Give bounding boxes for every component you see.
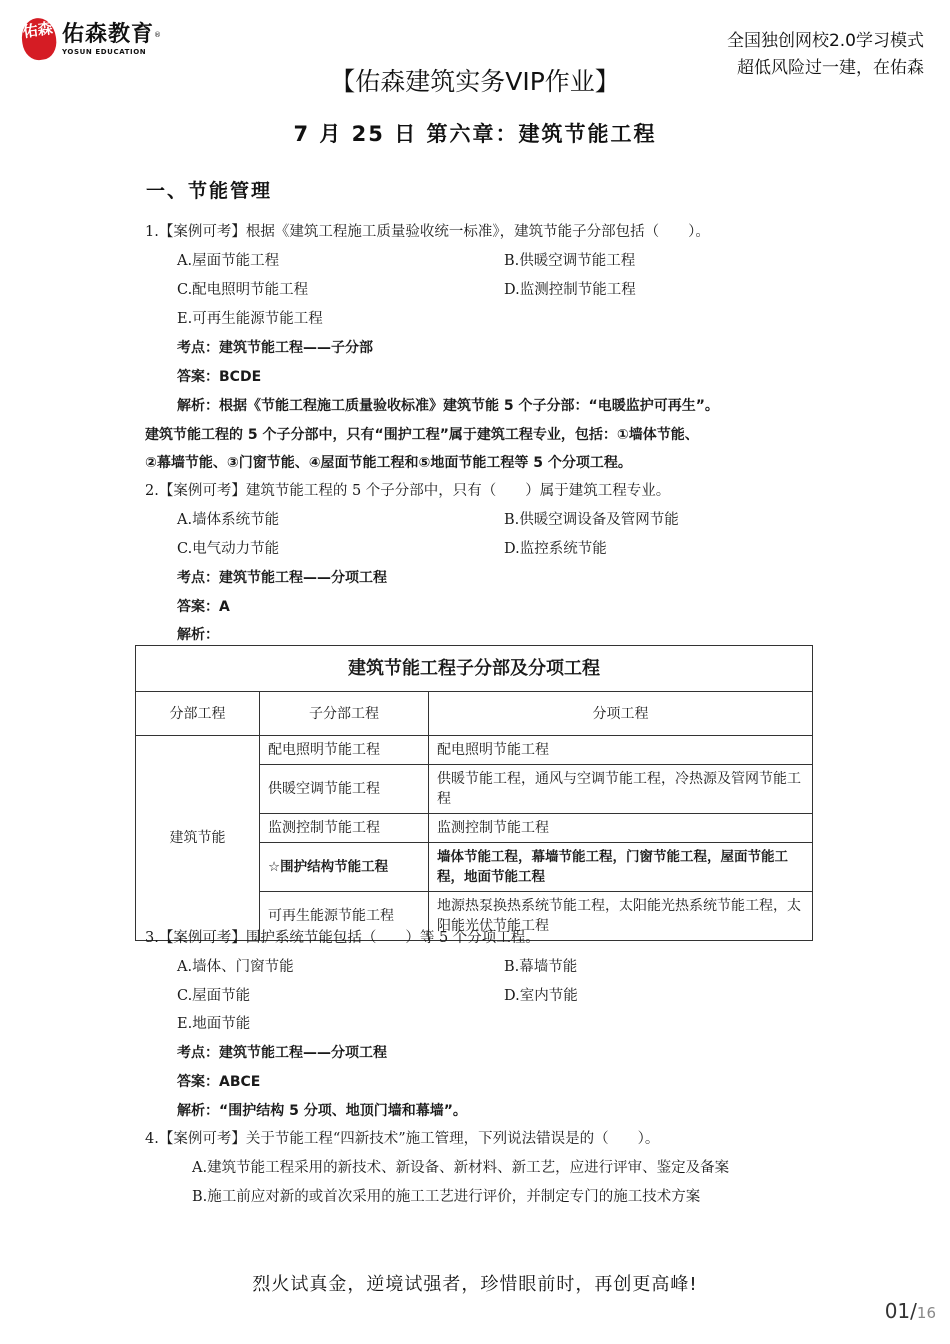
- table-header-items: 分项工程: [429, 692, 813, 736]
- table-cell-items: 地源热泵换热系统节能工程，太阳能光热系统节能工程，太阳能光伏节能工程: [429, 892, 813, 941]
- q3-answer: 答案：ABCE: [177, 1074, 261, 1090]
- q3-point: 考点：建筑节能工程——分项工程: [177, 1045, 387, 1061]
- q4-option-a: A.建筑节能工程采用的新技术、新设备、新材料、新工艺，应进行评审、鉴定及备案: [192, 1160, 730, 1176]
- q2-answer: 答案：A: [177, 599, 230, 615]
- q1-option-a: A.屋面节能工程: [177, 253, 280, 269]
- q2-stem: 2.【案例可考】建筑节能工程的 5 个子分部中，只有（ ）属于建筑工程专业。: [145, 483, 671, 499]
- table-header-division: 分部工程: [136, 692, 260, 736]
- q3-option-b: B.幕墙节能: [504, 959, 578, 975]
- brand-logo: [22, 18, 162, 60]
- q1-explain-1: 解析：根据《节能工程施工质量验收标准》建筑节能 5 个子分部：“电暖监护可再生”。: [177, 398, 719, 414]
- table-cell-sub: 配电照明节能工程: [260, 736, 429, 765]
- table-caption: 建筑节能工程子分部及分项工程: [136, 646, 813, 692]
- q4-stem: 4.【案例可考】关于节能工程“四新技术”施工管理，下列说法错误是的（ ）。: [145, 1131, 660, 1147]
- footer-motto: 烈火试真金，逆境试强者，珍惜眼前时，再创更高峰!: [252, 1274, 698, 1295]
- page-total: 16: [916, 1304, 936, 1322]
- q3-option-a: A.墙体、门窗节能: [177, 959, 294, 975]
- q2-option-b: B.供暖空调设备及管网节能: [504, 512, 679, 528]
- q3-explain: 解析：“围护结构 5 分项、地顶门墙和幕墙”。: [177, 1103, 467, 1119]
- page-current: 01: [884, 1299, 911, 1323]
- page-number: 01/16: [884, 1299, 936, 1323]
- table-cell-sub: 监测控制节能工程: [260, 814, 429, 843]
- q1-stem: 1.【案例可考】根据《建筑工程施工质量验收统一标准》，建筑节能子分部包括（ ）。: [145, 224, 710, 240]
- table-cell-items: 供暖节能工程，通风与空调节能工程，冷热源及管网节能工程: [429, 765, 813, 814]
- q1-point: 考点：建筑节能工程——子分部: [177, 340, 373, 356]
- q1-option-c: C.配电照明节能工程: [177, 282, 309, 298]
- table-cell-items: 配电照明节能工程: [429, 736, 813, 765]
- section-title: 一、节能管理: [146, 180, 273, 202]
- q1-option-d: D.监测控制节能工程: [504, 282, 636, 298]
- slogan-line-1: 全国独创网校2.0学习模式: [726, 31, 924, 51]
- q1-option-b: B.供暖空调节能工程: [504, 253, 636, 269]
- table-cell-division: 建筑节能: [136, 736, 260, 941]
- q1-option-e: E.可再生能源节能工程: [177, 311, 323, 327]
- q2-explain: 解析：: [177, 627, 219, 643]
- q1-answer: 答案：BCDE: [177, 369, 262, 385]
- q2-option-a: A.墙体系统节能: [177, 512, 280, 528]
- table-cell-items: 墙体节能工程，幕墙节能工程，门窗节能工程，屋面节能工程，地面节能工程: [429, 843, 813, 892]
- q4-option-b: B.施工前应对新的或首次采用的施工工艺进行评价，并制定专门的施工技术方案: [192, 1189, 701, 1205]
- table-cell-sub: ☆围护结构节能工程: [260, 843, 429, 892]
- brand-name: 佑森教育®: [62, 22, 163, 47]
- table-cell-items: 监测控制节能工程: [429, 814, 813, 843]
- q3-option-e: E.地面节能: [177, 1016, 251, 1032]
- logo-mark: 佑森: [19, 16, 59, 62]
- slogan-line-2: 超低风险过一建，在佑森: [737, 58, 924, 78]
- q3-option-d: D.室内节能: [504, 988, 578, 1004]
- page-subtitle: 7 月 25 日 第六章：建筑节能工程: [293, 122, 657, 146]
- q1-explain-3: ②幕墙节能、③门窗节能、④屋面节能工程和⑤地面节能工程等 5 个分项工程。: [145, 455, 632, 471]
- q2-option-d: D.监控系统节能: [504, 541, 607, 557]
- registered-mark: ®: [154, 31, 163, 39]
- table-row: [136, 736, 813, 765]
- table-header-subdivision: 子分部工程: [260, 692, 429, 736]
- table-cell-sub: 可再生能源节能工程: [260, 892, 429, 941]
- table-cell-sub: 供暖空调节能工程: [260, 765, 429, 814]
- q1-explain-2: 建筑节能工程的 5 个子分部中，只有“围护工程”属于建筑工程专业，包括：①墙体节能、: [145, 427, 699, 443]
- logo-text: [62, 22, 162, 56]
- page-title: 【佑森建筑实务VIP作业】: [330, 67, 620, 96]
- q3-stem: 3.【案例可考】围护系统节能包括（ ）等 5 个分项工程。: [145, 930, 540, 946]
- brand-sub: YOSUN EDUCATION: [62, 48, 147, 56]
- q2-point: 考点：建筑节能工程——分项工程: [177, 570, 387, 586]
- energy-table: [135, 645, 813, 941]
- q2-option-c: C.电气动力节能: [177, 541, 280, 557]
- q3-option-c: C.屋面节能: [177, 988, 251, 1004]
